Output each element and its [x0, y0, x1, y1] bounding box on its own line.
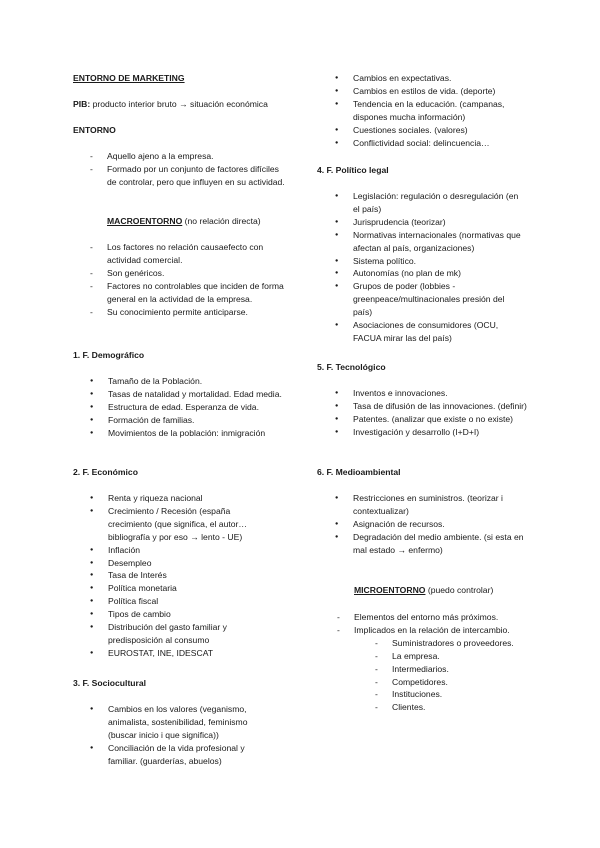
list-item: ● Cuestiones sociales. (valores)	[335, 124, 535, 137]
list-item: - Competidores.	[375, 676, 537, 689]
list-item: - Instituciones.	[375, 688, 537, 701]
medioambiental-list	[335, 492, 530, 557]
list-item: ● Política monetaria	[90, 582, 265, 595]
list-item: ● Sistema político.	[335, 255, 525, 268]
list-item: - Implicados en la relación de intercambio.	[337, 624, 537, 637]
list-item: ● Degradación del medio ambiente. (si esta en mal estado → enfermo)	[335, 531, 530, 557]
economico-heading: 2. F. Económico	[73, 467, 138, 477]
entorno-list	[90, 150, 290, 189]
list-item: ● Inflación	[90, 544, 265, 557]
list-item: ● Crecimiento / Recesión (españa crecimiento (que significa, el autor… bibliografía y por eso → lento - UE)	[90, 505, 265, 544]
list-item: ● Renta y riqueza nacional	[90, 492, 265, 505]
sociocultural-heading: 3. F. Sociocultural	[73, 678, 147, 688]
economico-list	[90, 492, 265, 660]
list-item: - Los factores no relación causaefecto con actividad comercial.	[90, 241, 290, 267]
list-item: - Factores no controlables que inciden de forma general en la actividad de la empresa.	[90, 280, 290, 306]
politico-list	[335, 190, 525, 345]
macroentorno-note: (no relación directa)	[182, 216, 261, 226]
list-item: ● Tipos de cambio	[90, 608, 265, 621]
list-item: - Aquello ajeno a la empresa.	[90, 150, 290, 163]
list-item: ● Estructura de edad. Esperanza de vida.	[90, 401, 290, 414]
list-item: ● Patentes. (analizar que existe o no existe)	[335, 413, 535, 426]
list-item: - Elementos del entorno más próximos.	[337, 611, 537, 624]
list-item: - Suministradores o proveedores.	[375, 637, 537, 650]
microentorno-label: MICROENTORNO	[354, 585, 426, 595]
demografico-list	[90, 375, 290, 440]
politico-heading: 4. F. Político legal	[317, 165, 389, 175]
list-item: ● Cambios en estilos de vida. (deporte)	[335, 85, 535, 98]
list-item: ● EUROSTAT, INE, IDESCAT	[90, 647, 265, 660]
microentorno-note: (puedo controlar)	[425, 585, 494, 595]
list-item: ● Normativas internacionales (normativas que afectan al país, organizaciones)	[335, 229, 525, 255]
list-item: ● Desempleo	[90, 557, 265, 570]
macroentorno-label: MACROENTORNO	[107, 216, 183, 226]
list-item: ● Legislación: regulación o desregulación (en el país)	[335, 190, 525, 216]
microentorno-heading	[354, 584, 544, 597]
pib-line	[73, 98, 288, 111]
list-item: - Intermediarios.	[375, 663, 537, 676]
microentorno-sublist-wrapper	[337, 637, 537, 714]
list-item: ● Autonomías (no plan de mk)	[335, 267, 525, 280]
list-item: ● Restricciones en suministros. (teorizar i contextualizar)	[335, 492, 530, 518]
entorno-heading: ENTORNO	[73, 125, 116, 135]
medioambiental-heading: 6. F. Medioambiental	[317, 467, 401, 477]
list-item: ● Política fiscal	[90, 595, 265, 608]
list-item: - Clientes.	[375, 701, 537, 714]
list-item: ● Cambios en los valores (veganismo, animalista, sostenibilidad, feminismo (buscar inicio i que significa))	[90, 703, 270, 742]
tecnologico-list	[335, 387, 535, 439]
list-item: ● Movimientos de la población: inmigración	[90, 427, 290, 440]
list-item: ● Asignación de recursos.	[335, 518, 530, 531]
page-title: ENTORNO DE MARKETING	[73, 73, 185, 83]
list-item: ● Tasas de natalidad y mortalidad. Edad media.	[90, 388, 290, 401]
list-item: - Formado por un conjunto de factores difíciles de controlar, pero que influyen en su actividad.	[90, 163, 290, 189]
list-item: ● Conflictividad social: delincuencia…	[335, 137, 535, 150]
pib-text: producto interior bruto → situación económica	[90, 99, 268, 109]
macroentorno-heading	[107, 215, 297, 228]
list-item: ● Tasa de Interés	[90, 569, 265, 582]
list-item: ● Distribución del gasto familiar y predisposición al consumo	[90, 621, 265, 647]
demografico-heading: 1. F. Demográfico	[73, 350, 145, 360]
pib-label: PIB:	[73, 99, 91, 109]
list-item: ● Grupos de poder (lobbies - greenpeace/multinacionales presión del país)	[335, 280, 525, 319]
list-item: ● Tamaño de la Población.	[90, 375, 290, 388]
list-item: - Su conocimiento permite anticiparse.	[90, 306, 290, 319]
list-item: ● Investigación y desarrollo (I+D+I)	[335, 426, 535, 439]
sociocultural-list	[90, 703, 270, 768]
list-item: ● Asociaciones de consumidores (OCU, FACUA mirar las del país)	[335, 319, 525, 345]
macroentorno-list	[90, 241, 290, 318]
list-item: ● Jurisprudencia (teorizar)	[335, 216, 525, 229]
tecnologico-heading: 5. F. Tecnológico	[317, 362, 386, 372]
sociocultural-list-continued	[335, 72, 535, 149]
microentorno-sublist	[375, 637, 537, 714]
list-item: - La empresa.	[375, 650, 537, 663]
microentorno-list	[337, 611, 537, 714]
list-item: ● Tendencia en la educación. (campanas, dispones mucha información)	[335, 98, 535, 124]
list-item: ● Conciliación de la vida profesional y familiar. (guarderías, abuelos)	[90, 742, 270, 768]
list-item: - Son genéricos.	[90, 267, 290, 280]
list-item: ● Cambios en expectativas.	[335, 72, 535, 85]
list-item: ● Formación de familias.	[90, 414, 290, 427]
list-item: ● Tasa de difusión de las innovaciones. (definir)	[335, 400, 535, 413]
list-item: ● Inventos e innovaciones.	[335, 387, 535, 400]
